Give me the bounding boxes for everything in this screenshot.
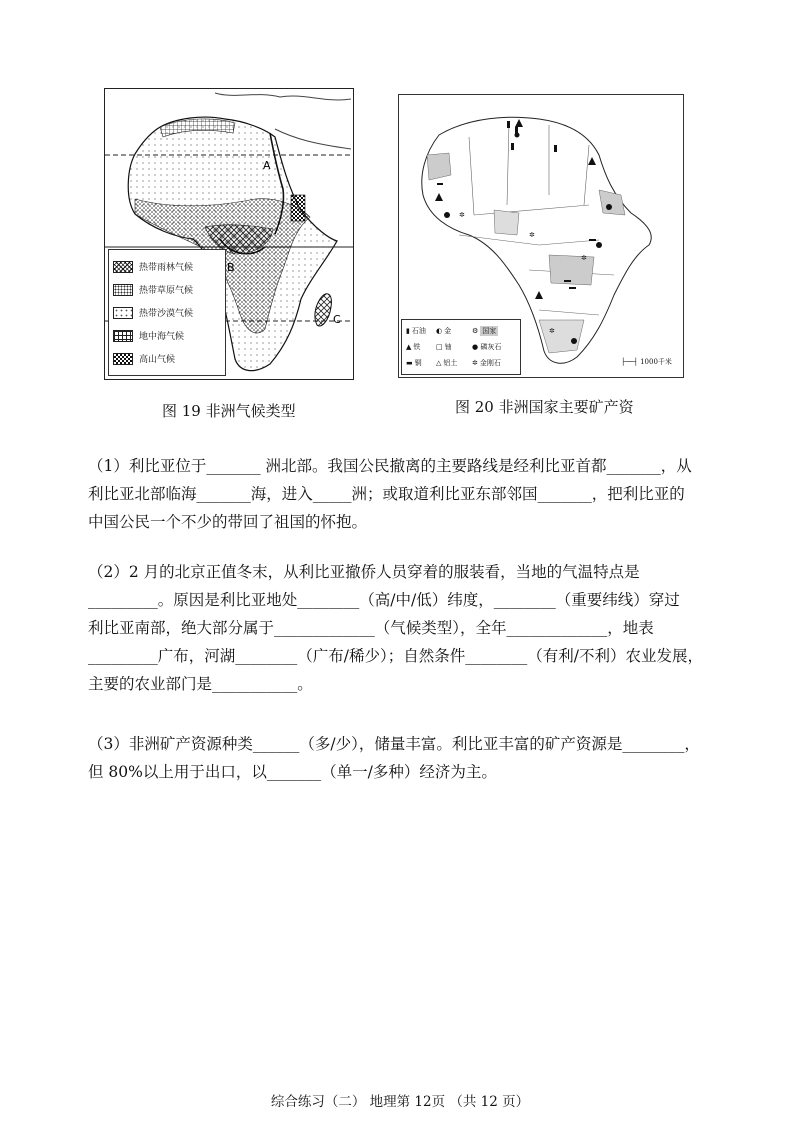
page-footer: 综合练习（二） 地理第 12页 （共 12 页） bbox=[270, 1094, 530, 1110]
q2-line-1: （2）2 月的北京正值冬末，从利比亚撤侨人员穿着的服装看，当地的气温特点是 bbox=[88, 563, 640, 581]
q3-line-1: （3）非洲矿产资源种类______（多/少），储量丰富。利比亚丰富的矿产资源是________， bbox=[88, 735, 700, 753]
figure-20-caption: 图 20 非洲国家主要矿产资 bbox=[455, 398, 634, 416]
legend-gold: ◐ 金 bbox=[436, 327, 452, 335]
legend-diamond: ✲ 金刚石 bbox=[472, 359, 501, 367]
label-c: C bbox=[333, 313, 341, 326]
legend-oil: ▮ 石油 bbox=[406, 327, 426, 335]
legend-phosphate: ● 磷灰石 bbox=[472, 343, 502, 351]
legend-iron: ▲ 铁 bbox=[406, 343, 421, 351]
q2-line-3: 利比亚南部，绝大部分属于_____________（气候类型），全年_____________，地表 bbox=[88, 619, 654, 637]
legend-item-desert: 热带沙漠气候 bbox=[113, 306, 193, 319]
svg-text:✲: ✲ bbox=[529, 231, 535, 239]
q1-line-2: 利比亚北部临海_______海，进入_____洲；或取道利比亚东部邻国_______，把利比亚的 bbox=[88, 485, 685, 503]
legend-item-mediterranean: 地中海气候 bbox=[113, 329, 184, 342]
legend-copper: ▬ 铜 bbox=[406, 359, 422, 367]
q2-line-2: _________。原因是利比亚地处________（高/中/低）纬度，________（重要纬线）穿过 bbox=[88, 591, 680, 609]
q1-line-3: 中国公民一个不少的带回了祖国的怀抱。 bbox=[88, 513, 368, 531]
figure-20-mineral-map bbox=[398, 94, 684, 378]
legend-item-highland: 高山气候 bbox=[113, 352, 175, 365]
legend-bauxite: △ 铝土 bbox=[436, 359, 458, 367]
climate-legend bbox=[108, 249, 226, 376]
label-a: A bbox=[263, 159, 271, 172]
question-2 bbox=[88, 558, 728, 698]
svg-text:✲: ✲ bbox=[459, 211, 465, 219]
q1-line-1: （1）利比亚位于_______ 洲北部。我国公民撤离的主要路线是经利比亚首都_______，从 bbox=[88, 457, 692, 475]
label-b: B bbox=[227, 261, 235, 274]
q2-line-5: 主要的农业部门是___________。 bbox=[88, 675, 313, 693]
q2-line-4: _________广布，河湖________（广布/稀少）；自然条件________（有利/不利）农业发展， bbox=[88, 647, 703, 665]
svg-text:✲: ✲ bbox=[581, 254, 587, 262]
scale-bar: ├──┤ 1000千米 bbox=[621, 358, 672, 366]
svg-text:✲: ✲ bbox=[549, 327, 555, 335]
legend-item-savanna: 热带草原气候 bbox=[113, 283, 193, 296]
question-3 bbox=[88, 730, 728, 786]
legend-uranium: □ 铀 bbox=[436, 343, 452, 351]
legend-country: ⚙ 国家 bbox=[472, 327, 497, 335]
q3-line-2: 但 80%以上用于出口，以_______（单一/多种）经济为主。 bbox=[88, 763, 497, 781]
legend-item-rainforest: 热带雨林气候 bbox=[113, 260, 193, 273]
figure-19-caption: 图 19 非洲气候类型 bbox=[162, 402, 296, 420]
figure-19-climate-map bbox=[104, 88, 354, 380]
question-1 bbox=[88, 452, 728, 536]
mineral-legend bbox=[401, 319, 521, 375]
